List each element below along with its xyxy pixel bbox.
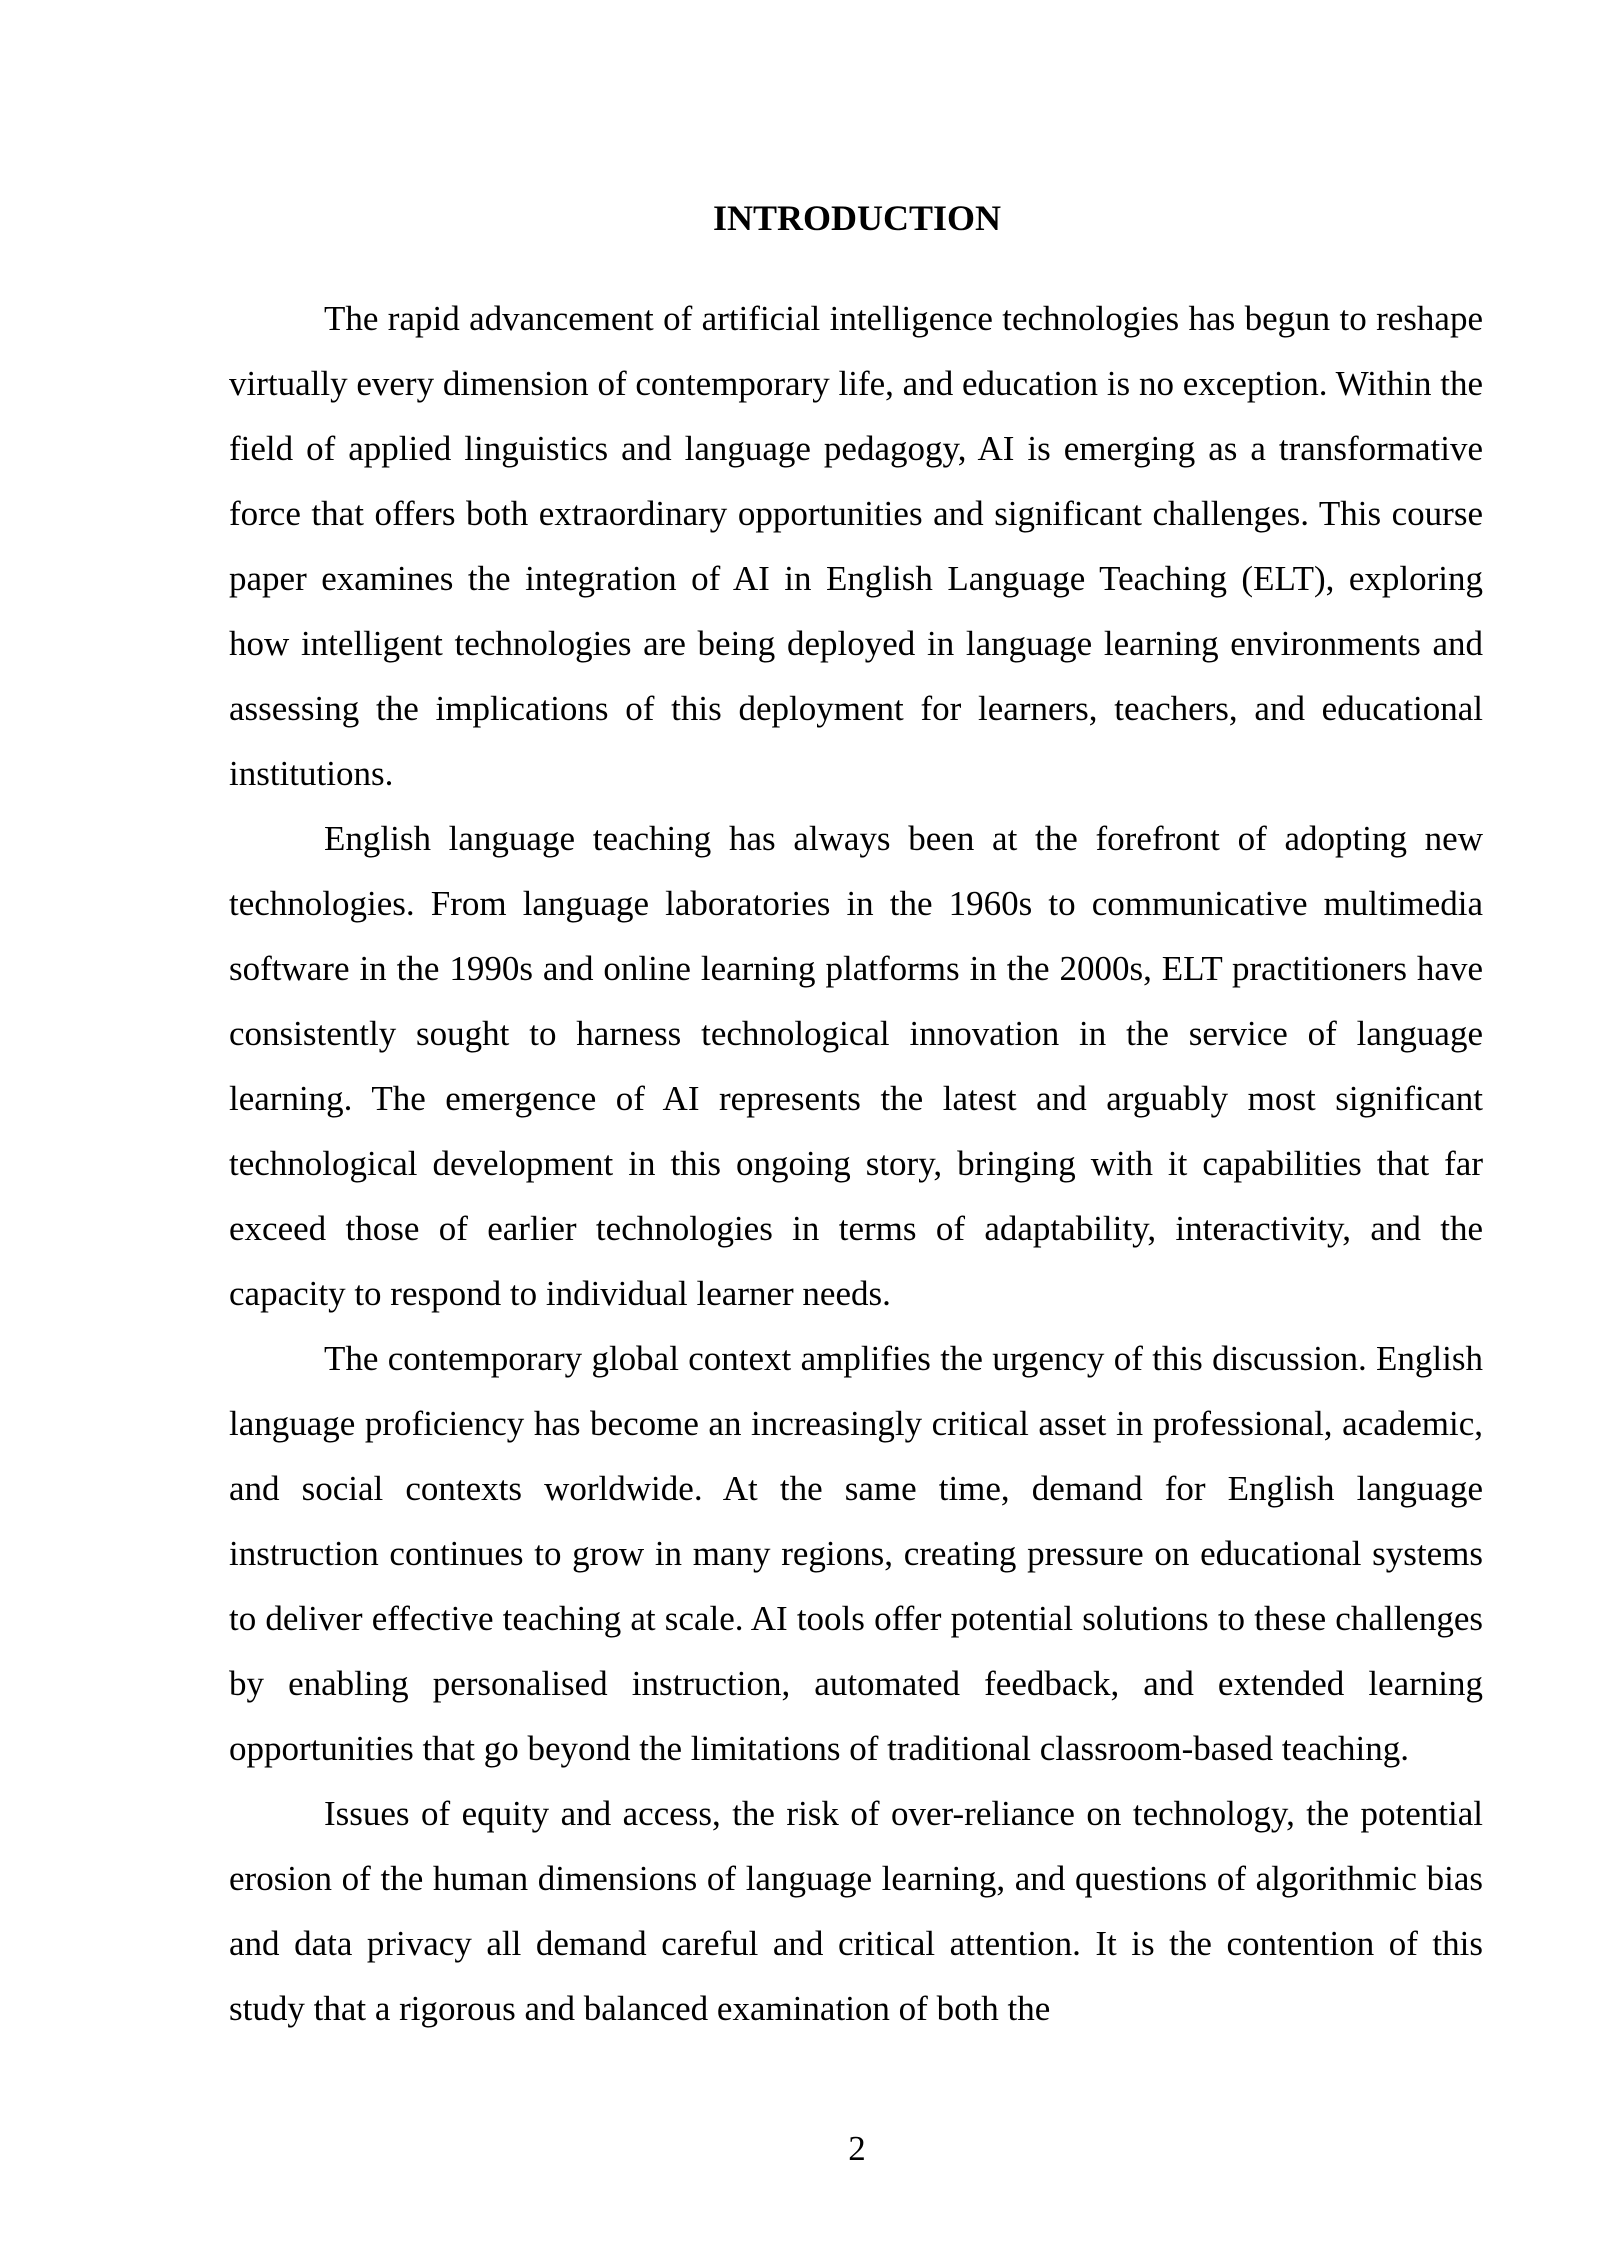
paragraph-1: The rapid advancement of artificial intelligence technologies has begun to reshape virtually every dimension of contemporary life, and education is no exception. Within the field of applied linguistics and language pedagogy, AI is emerging as a transformative force that offers both extraordinary opportunities and significant challenges. This course paper examines the integration of AI in English Language Teaching (ELT), exploring how intelligent technologies are being deployed in language learning environments and assessing the implications of this deployment for learners, teachers, and educational institutions. bbox=[229, 299, 1483, 793]
paragraph-2: English language teaching has always been at the forefront of adopting new technologies. From language laboratories in the 1960s to communicative multimedia software in the 1990s and online learning platforms in the 2000s, ELT practitioners have consistently sought to harness technological innovation in the service of language learning. The emergence of AI represents the latest and arguably most significant technological development in this ongoing story, bringing with it capabilities that far exceed those of earlier technologies in terms of adaptability, interactivity, and the capacity to respond to individual learner needs. bbox=[229, 819, 1483, 1313]
paragraph-4: Issues of equity and access, the risk of over-reliance on technology, the potential erosion of the human dimensions of language learning, and questions of algorithmic bias and data privacy all demand careful and critical attention. It is the contention of this study that a rigorous and balanced examination of both the bbox=[229, 1794, 1483, 2028]
page-title: INTRODUCTION bbox=[712, 198, 1002, 238]
paragraph-3: The contemporary global context amplifies the urgency of this discussion. English language proficiency has become an increasingly critical asset in professional, academic, and social contexts worldwide. At the same time, demand for English language instruction continues to grow in many regions, creating pressure on educational systems to deliver effective teaching at scale. AI tools offer potential solutions to these challenges by enabling personalised instruction, automated feedback, and extended learning opportunities that go beyond the limitations of traditional classroom-based teaching. bbox=[229, 1339, 1483, 1768]
body-text bbox=[229, 286, 1483, 2041]
page-number: 2 bbox=[848, 2129, 866, 2168]
